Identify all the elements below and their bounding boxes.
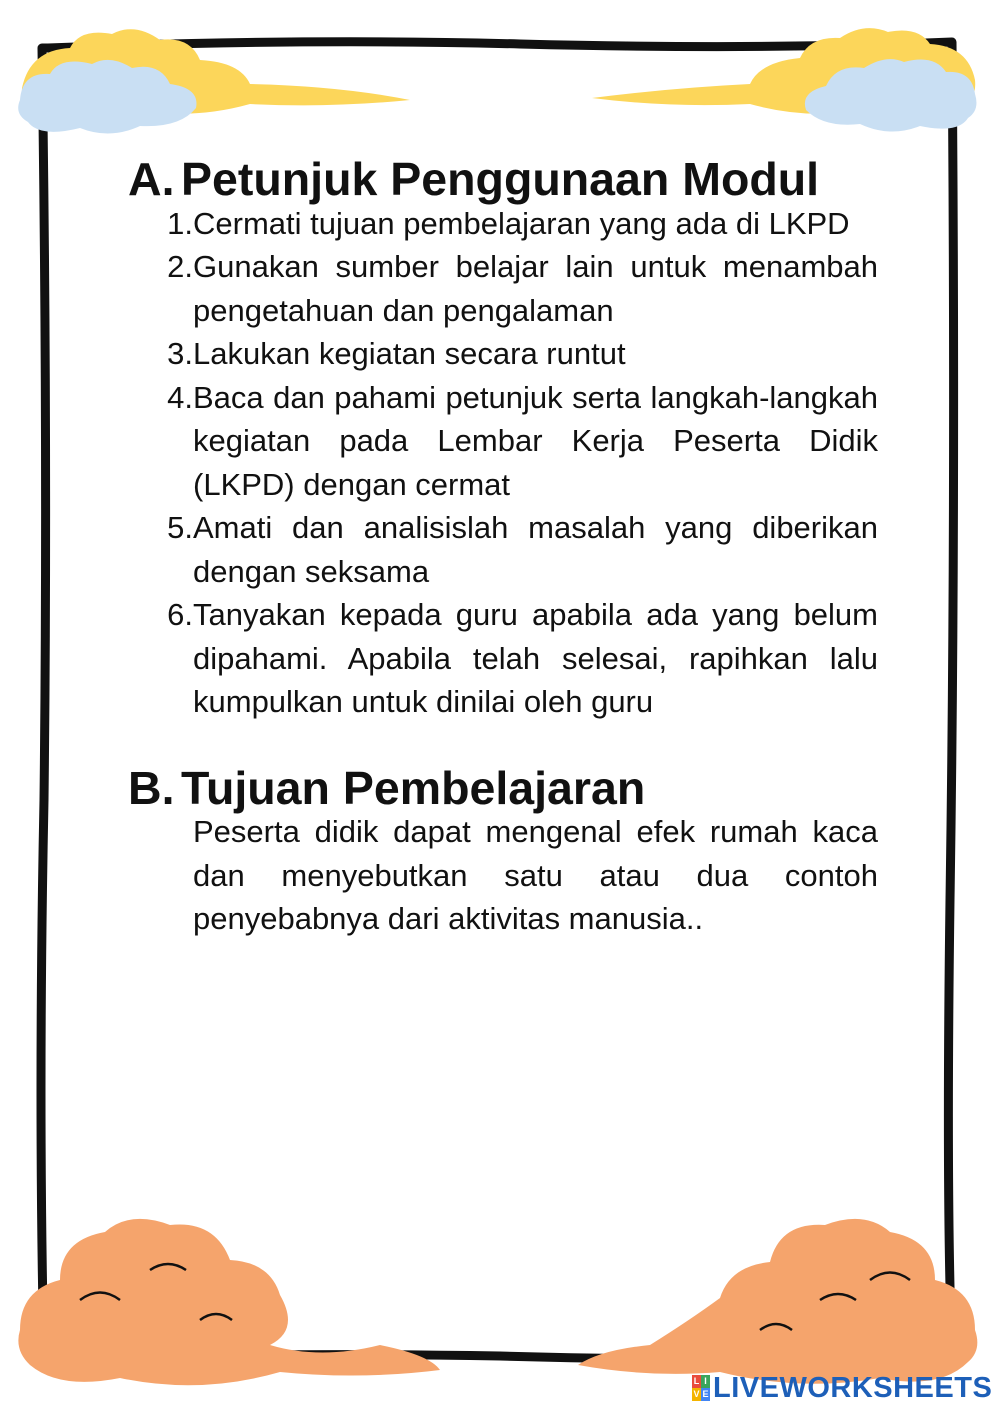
list-item-number: 4. <box>167 379 193 415</box>
list-item <box>128 506 878 593</box>
list-item <box>128 593 878 724</box>
logo-letter: I <box>701 1375 710 1388</box>
list-item <box>128 332 878 376</box>
list-item-number: 2. <box>167 249 193 284</box>
list-item-text: Baca dan pahami petunjuk serta langkah-langkah kegiatan pada Lembar Kerja Peserta Didik (LKPD) dengan cermat <box>193 379 878 502</box>
learning-objective-paragraph: Peserta didik dapat mengenal efek rumah kaca dan menyebutkan satu atau dua contoh penyebabnya dari aktivitas manusia.. <box>193 814 878 936</box>
list-item-text: Tanyakan kepada guru apabila ada yang belum dipahami. Apabila telah selesai, rapihkan lalu kumpulkan untuk dinilai oleh guru <box>193 597 878 719</box>
section-b-title: Tujuan Pembelajaran <box>181 761 646 814</box>
liveworksheets-logo-icon <box>692 1375 710 1401</box>
list-item-number: 5. <box>167 510 193 545</box>
logo-letter: L <box>693 1376 700 1386</box>
logo-letter: V <box>693 1389 700 1399</box>
section-a-letter: A. <box>128 153 175 205</box>
logo-letter: E <box>702 1389 709 1399</box>
section-spacer <box>128 724 878 767</box>
list-item-text: Amati dan analisislah masalah yang diberikan dengan seksama <box>193 510 878 589</box>
list-item <box>128 202 878 246</box>
list-item-text: Lakukan kegiatan secara runtut <box>193 336 626 371</box>
instructions-list <box>128 202 878 724</box>
section-a-heading <box>128 153 878 205</box>
document-content <box>128 153 878 941</box>
list-item <box>128 376 878 507</box>
brand-name: LIVEWORKSHEETS <box>713 1371 993 1404</box>
bottom-left-cloud-icon <box>18 1219 440 1385</box>
list-item-text: Cermati tujuan pembelajaran yang ada di LKPD <box>193 205 850 241</box>
list-item <box>128 245 878 332</box>
list-item-text: Gunakan sumber belajar lain untuk menambah pengetahuan dan pengalaman <box>193 249 878 328</box>
liveworksheets-brand[interactable] <box>692 1372 992 1404</box>
list-item-number: 6. <box>167 597 193 632</box>
section-a-title: Petunjuk Penggunaan Modul <box>181 153 820 205</box>
list-item-number: 3. <box>167 336 193 371</box>
section-b-heading <box>128 761 878 814</box>
section-b-letter: B. <box>128 761 175 814</box>
list-item-number: 1. <box>167 205 193 241</box>
bottom-right-cloud-icon <box>578 1219 977 1384</box>
